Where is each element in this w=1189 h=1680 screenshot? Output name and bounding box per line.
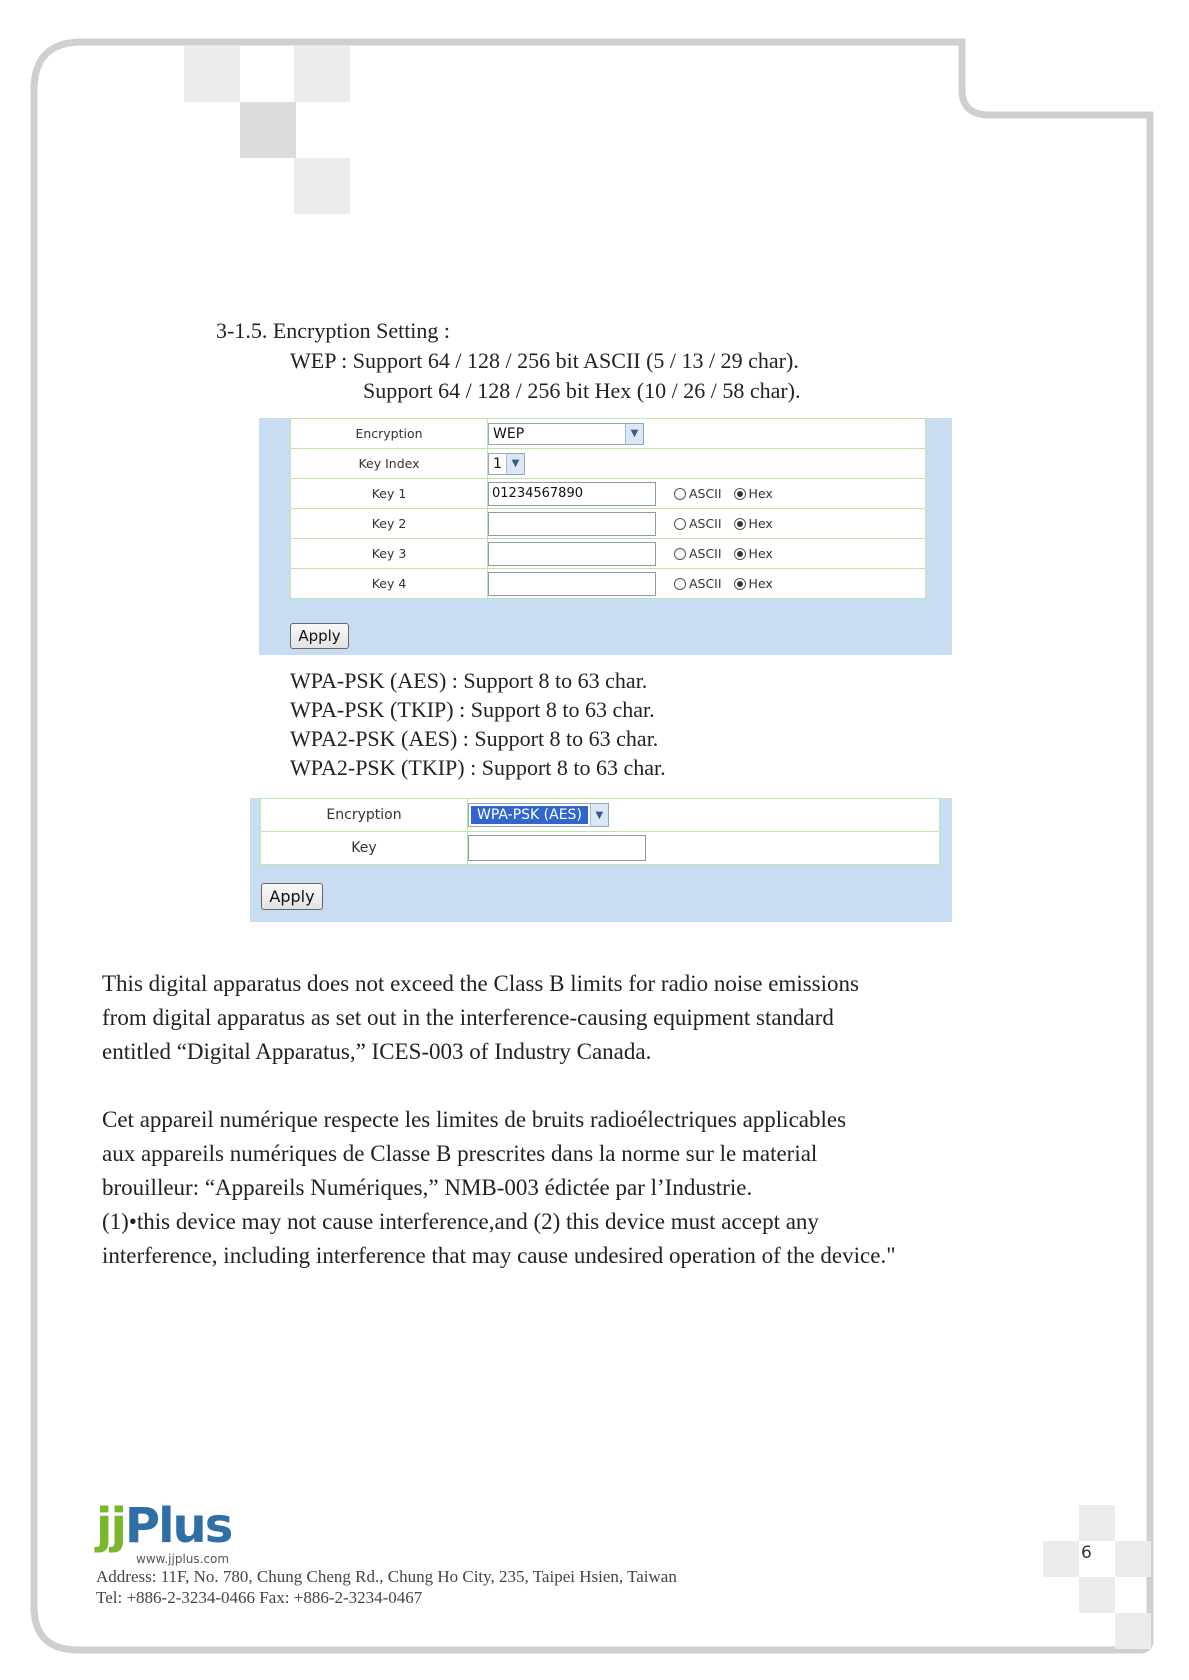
key-2-hex-radio[interactable] <box>734 518 746 530</box>
wpa-key-row <box>261 832 940 865</box>
key-row <box>291 539 926 569</box>
wpa-key-input[interactable] <box>468 835 646 861</box>
deco-square <box>294 46 350 102</box>
wpa2-psk-aes-line: WPA2-PSK (AES) : Support 8 to 63 char. <box>290 726 659 751</box>
key-2-ascii-radio[interactable] <box>674 518 686 530</box>
hex-label: Hex <box>748 486 773 501</box>
paragraph-line: from digital apparatus as set out in the interference-causing equipment standard <box>102 1005 834 1030</box>
deco-square <box>1079 1577 1115 1613</box>
wpa-encryption-select[interactable] <box>468 803 609 827</box>
deco-square <box>240 102 296 158</box>
hex-label: Hex <box>748 516 773 531</box>
wpa-settings-panel <box>250 798 952 922</box>
wpa-encryption-select-value: WPA-PSK (AES) <box>471 806 588 824</box>
jjplus-logo <box>96 1498 232 1566</box>
key-row <box>291 569 926 599</box>
deco-square <box>1079 1505 1115 1541</box>
paragraph-line: (1)•this device may not cause interference,and (2) this device must accept any <box>102 1209 819 1234</box>
key-1-ascii-radio[interactable] <box>674 488 686 500</box>
chevron-down-icon: ▼ <box>590 804 608 826</box>
deco-square <box>1115 1613 1151 1649</box>
encryption-select[interactable] <box>488 423 644 445</box>
logo-plus: Plus <box>124 1498 232 1554</box>
french-compliance-paragraph <box>102 1103 896 1273</box>
key-3-hex-radio[interactable] <box>734 548 746 560</box>
chevron-down-icon: ▼ <box>625 424 643 444</box>
wpa-encryption-label: Encryption <box>261 799 468 832</box>
wpa2-psk-tkip-line: WPA2-PSK (TKIP) : Support 8 to 63 char. <box>290 755 666 780</box>
key-1-label: Key 1 <box>291 479 488 509</box>
wpa-apply-button[interactable]: Apply <box>261 883 323 910</box>
key-1-input[interactable]: 01234567890 <box>488 482 656 506</box>
ascii-label: ASCII <box>688 486 722 501</box>
wep-settings-table <box>290 418 926 599</box>
ascii-label: ASCII <box>688 576 722 591</box>
wpa-psk-aes-line: WPA-PSK (AES) : Support 8 to 63 char. <box>290 668 648 693</box>
paragraph-line: entitled “Digital Apparatus,” ICES-003 of Industry Canada. <box>102 1039 652 1064</box>
wpa-encryption-row <box>261 799 940 832</box>
deco-square <box>184 46 240 102</box>
footer-address: Address: 11F, No. 780, Chung Cheng Rd., Chung Ho City, 235, Taipei Hsien, Taiwan <box>96 1567 677 1586</box>
hex-label: Hex <box>748 546 773 561</box>
key-index-select-value: 1 <box>493 456 502 472</box>
key-4-hex-radio[interactable] <box>734 578 746 590</box>
key-2-input[interactable] <box>488 512 656 536</box>
paragraph-line: Cet appareil numérique respecte les limites de bruits radioélectriques applicables <box>102 1107 847 1132</box>
key-2-label: Key 2 <box>291 509 488 539</box>
logo-jj: jj <box>96 1498 125 1554</box>
key-row <box>291 509 926 539</box>
key-index-row <box>291 449 926 479</box>
deco-square <box>294 158 350 214</box>
wep-apply-button[interactable]: Apply <box>290 623 349 649</box>
paragraph-line: interference, including interference that may cause undesired operation of the device." <box>102 1243 896 1268</box>
ascii-label: ASCII <box>688 516 722 531</box>
key-row <box>291 479 926 509</box>
key-index-label: Key Index <box>291 449 488 479</box>
key-3-input[interactable] <box>488 542 656 566</box>
paragraph-line: brouilleur: “Appareils Numériques,” NMB-003 édictée par l’Industrie. <box>102 1175 753 1200</box>
wpa-settings-table <box>260 798 940 865</box>
wep-hex-support: Support 64 / 128 / 256 bit Hex (10 / 26 / 58 char). <box>363 378 801 403</box>
key-4-ascii-radio[interactable] <box>674 578 686 590</box>
wep-ascii-support: WEP : Support 64 / 128 / 256 bit ASCII (5 / 13 / 29 char). <box>290 348 799 373</box>
page-number: 6 <box>1081 1543 1092 1563</box>
wep-settings-panel <box>259 418 952 655</box>
encryption-row <box>291 419 926 449</box>
section-heading: 3-1.5. Encryption Setting : <box>216 318 451 343</box>
wpa-psk-tkip-line: WPA-PSK (TKIP) : Support 8 to 63 char. <box>290 697 655 722</box>
key-1-hex-radio[interactable] <box>734 488 746 500</box>
key-4-input[interactable] <box>488 572 656 596</box>
hex-label: Hex <box>748 576 773 591</box>
deco-square <box>1115 1541 1151 1577</box>
encryption-label: Encryption <box>291 419 488 449</box>
paragraph-line: This digital apparatus does not exceed the Class B limits for radio noise emissions <box>102 971 859 996</box>
ascii-label: ASCII <box>688 546 722 561</box>
wpa-key-label: Key <box>261 832 468 865</box>
ic-compliance-paragraph <box>102 967 859 1069</box>
chevron-down-icon: ▼ <box>506 454 524 474</box>
key-3-ascii-radio[interactable] <box>674 548 686 560</box>
deco-square <box>1043 1541 1079 1577</box>
key-index-select[interactable] <box>488 453 525 475</box>
encryption-select-value: WEP <box>493 426 525 442</box>
paragraph-line: aux appareils numériques de Classe B prescrites dans la norme sur le material <box>102 1141 818 1166</box>
key-4-label: Key 4 <box>291 569 488 599</box>
logo-url: www.jjplus.com <box>136 1552 230 1566</box>
footer-contact: Tel: +886-2-3234-0466 Fax: +886-2-3234-0467 <box>96 1588 423 1607</box>
logo-wordmark <box>96 1498 231 1554</box>
key-3-label: Key 3 <box>291 539 488 569</box>
